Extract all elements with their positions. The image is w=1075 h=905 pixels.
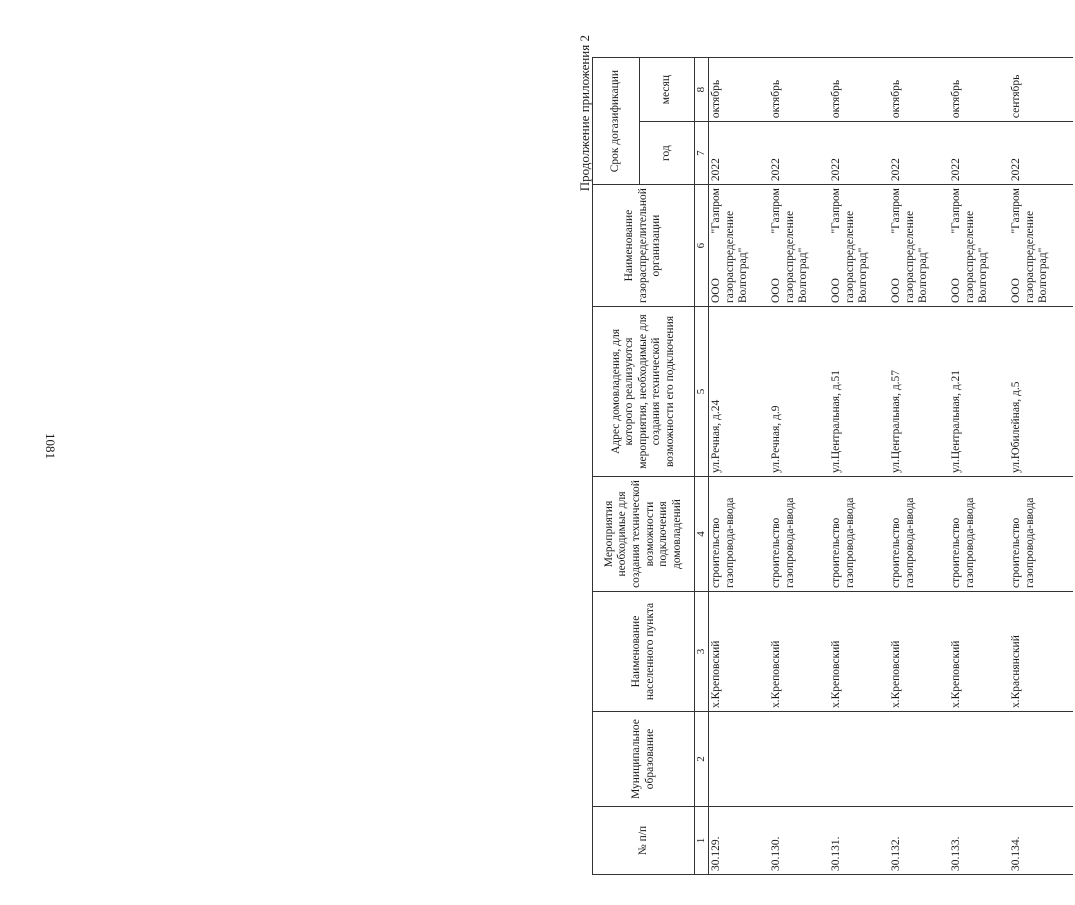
header-municipality: Муниципальное образование: [593, 712, 695, 807]
cell-measures: строительство газопровода-ввода: [708, 477, 769, 592]
cell-municipality: [949, 712, 1009, 807]
col-number: 2: [695, 712, 709, 807]
cell-measures: строительство газопровода-ввода: [829, 477, 889, 592]
table-body: [708, 58, 1073, 875]
cell-measures: строительство газопровода-ввода: [1009, 477, 1073, 592]
cell-year: 2022: [769, 122, 829, 185]
header-deadline: Срок догазификации: [593, 58, 640, 185]
cell-month: октябрь: [708, 58, 769, 122]
cell-measures: строительство газопровода-ввода: [949, 477, 1009, 592]
cell-month: октябрь: [829, 58, 889, 122]
cell-municipality: [708, 712, 769, 807]
table-row: [1009, 58, 1073, 875]
cell-organization: ООО "Газпром газораспределение Волгоград": [1009, 185, 1073, 307]
col-number: 6: [695, 185, 709, 307]
cell-address: ул.Юбилейная, д.5: [1009, 307, 1073, 477]
cell-year: 2022: [1009, 122, 1073, 185]
cell-year: 2022: [829, 122, 889, 185]
col-number: 8: [695, 58, 709, 122]
cell-year: 2022: [708, 122, 769, 185]
table-header: [593, 58, 709, 875]
cell-municipality: [889, 712, 949, 807]
header-row: [593, 58, 640, 875]
cell-num: 30.130.: [769, 807, 829, 875]
col-number: 7: [695, 122, 709, 185]
cell-month: сентябрь: [1009, 58, 1073, 122]
cell-month: октябрь: [949, 58, 1009, 122]
header-month: месяц: [640, 58, 695, 122]
cell-measures: строительство газопровода-ввода: [769, 477, 829, 592]
cell-month: октябрь: [889, 58, 949, 122]
col-number: 3: [695, 592, 709, 712]
cell-year: 2022: [889, 122, 949, 185]
cell-organization: ООО "Газпром газораспределение Волгоград": [829, 185, 889, 307]
cell-measures: строительство газопровода-ввода: [889, 477, 949, 592]
cell-settlement: х.Краснянский: [1009, 592, 1073, 712]
cell-num: 30.132.: [889, 807, 949, 875]
cell-num: 30.133.: [949, 807, 1009, 875]
page-number: 1081: [43, 433, 58, 459]
cell-settlement: х.Креповский: [889, 592, 949, 712]
appendix-title: Продолжение приложения 2: [577, 35, 592, 192]
cell-settlement: х.Креповский: [708, 592, 769, 712]
rotated-page-content: [575, 25, 1075, 875]
cell-year: 2022: [949, 122, 1009, 185]
table-row: [889, 58, 949, 875]
cell-organization: ООО "Газпром газораспределение Волгоград": [708, 185, 769, 307]
header-num: № п/п: [593, 807, 695, 875]
cell-municipality: [829, 712, 889, 807]
col-number: 4: [695, 477, 709, 592]
cell-num: 30.134.: [1009, 807, 1073, 875]
cell-num: 30.129.: [708, 807, 769, 875]
table-row: [949, 58, 1009, 875]
header-address: Адрес домовладения, для которого реализуются мероприятия, необходимые для создания технической возможности его подключения: [593, 307, 695, 477]
cell-settlement: х.Креповский: [949, 592, 1009, 712]
cell-organization: ООО "Газпром газораспределение Волгоград": [949, 185, 1009, 307]
header-settlement: Наименование населенного пункта: [593, 592, 695, 712]
table-row: [769, 58, 829, 875]
cell-address: ул.Центральная, д.51: [829, 307, 889, 477]
cell-settlement: х.Креповский: [829, 592, 889, 712]
table-row: [829, 58, 889, 875]
table-row: [708, 58, 769, 875]
cell-address: ул.Центральная, д.21: [949, 307, 1009, 477]
gasification-table: [592, 57, 1073, 875]
cell-organization: ООО "Газпром газораспределение Волгоград": [769, 185, 829, 307]
cell-address: ул.Центральная, д.57: [889, 307, 949, 477]
header-year: год: [640, 122, 695, 185]
col-number: 5: [695, 307, 709, 477]
cell-num: 30.131.: [829, 807, 889, 875]
header-organization: Наименование газораспределительной организации: [593, 185, 695, 307]
cell-address: ул.Речная, д.24: [708, 307, 769, 477]
cell-municipality: [769, 712, 829, 807]
column-numbers-row: [695, 58, 709, 875]
cell-organization: ООО "Газпром газораспределение Волгоград": [889, 185, 949, 307]
cell-address: ул.Речная, д.9: [769, 307, 829, 477]
cell-settlement: х.Креповский: [769, 592, 829, 712]
col-number: 1: [695, 807, 709, 875]
header-measures: Мероприятия необходимые для создания технической возможности подключения домовладений: [593, 477, 695, 592]
cell-month: октябрь: [769, 58, 829, 122]
cell-municipality: [1009, 712, 1073, 807]
